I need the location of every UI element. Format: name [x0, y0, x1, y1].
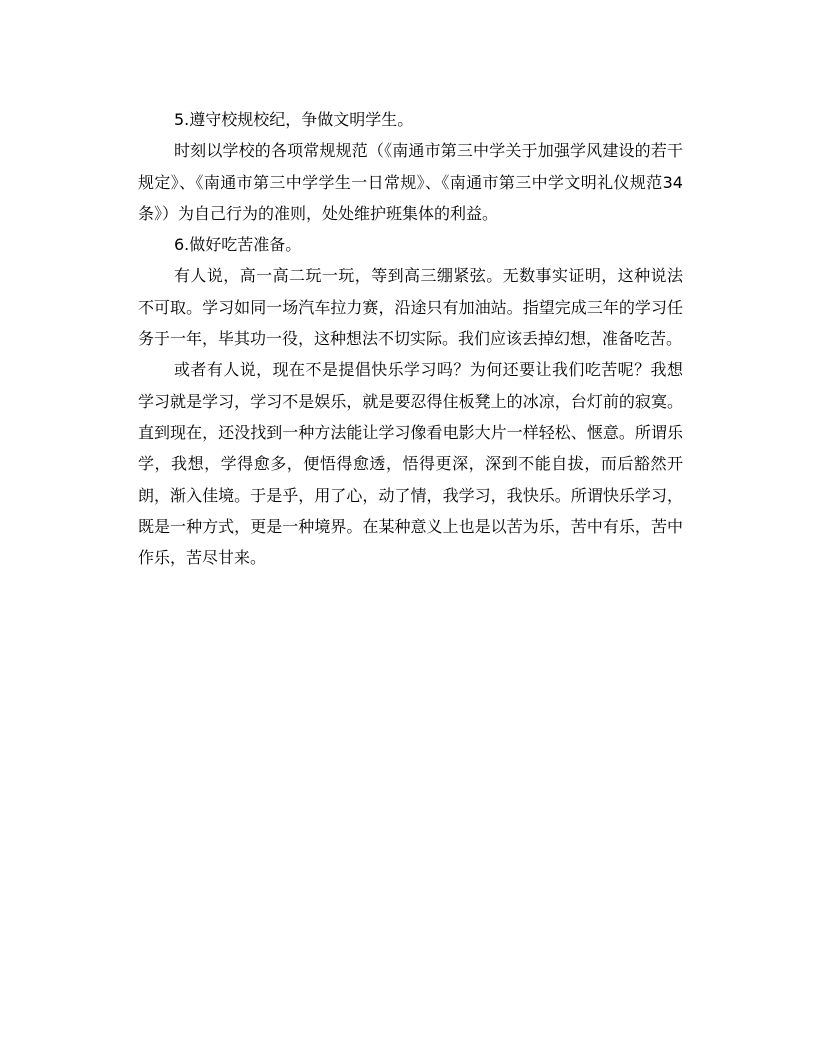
- heading-rule-5: 5.遵守校规校纪，争做文明学生。: [174, 110, 414, 129]
- paragraph-happy-learning: 或者有人说，现在不是提倡快乐学习吗？为何还要让我们吃苦呢？我想学习就是学习，学习不是娱乐，就是要忍得住板凳上的冰凉，台灯前的寂寞。直到现在，还没找到一种方法能让学习像看电影大片一样轻松、惬意。所谓乐学，我想，学得愈多，便悟得愈透，悟得更深，深到不能自拔，而后豁然开朗，渐入佳境。于是乎，用了心，动了情，我学习，我快乐。所谓快乐学习，既是一种方式，更是一种境界。在某种意义上也是以苦为乐，苦中有乐，苦中作乐，苦尽甘来。: [138, 360, 683, 568]
- heading-rule-6: 6.做好吃苦准备。: [174, 235, 302, 255]
- document-body: [138, 104, 683, 573]
- paragraph-rules-detail: 时刻以学校的各项常规规范（《南通市第三中学关于加强学风建设的若干规定》、《南通市第三中学学生一日常规》、《南通市第三中学文明礼仪规范34条》）为自己行为的准则，处处维护班集体的利益。: [138, 141, 683, 223]
- paragraph-hardship: 有人说，高一高二玩一玩，等到高三绷紧弦。无数事实证明，这种说法不可取。学习如同一场汽车拉力赛，沿途只有加油站。指望完成三年的学习任务于一年，毕其功一役，这种想法不切实际。我们应该丢掉幻想，准备吃苦。: [138, 266, 683, 349]
